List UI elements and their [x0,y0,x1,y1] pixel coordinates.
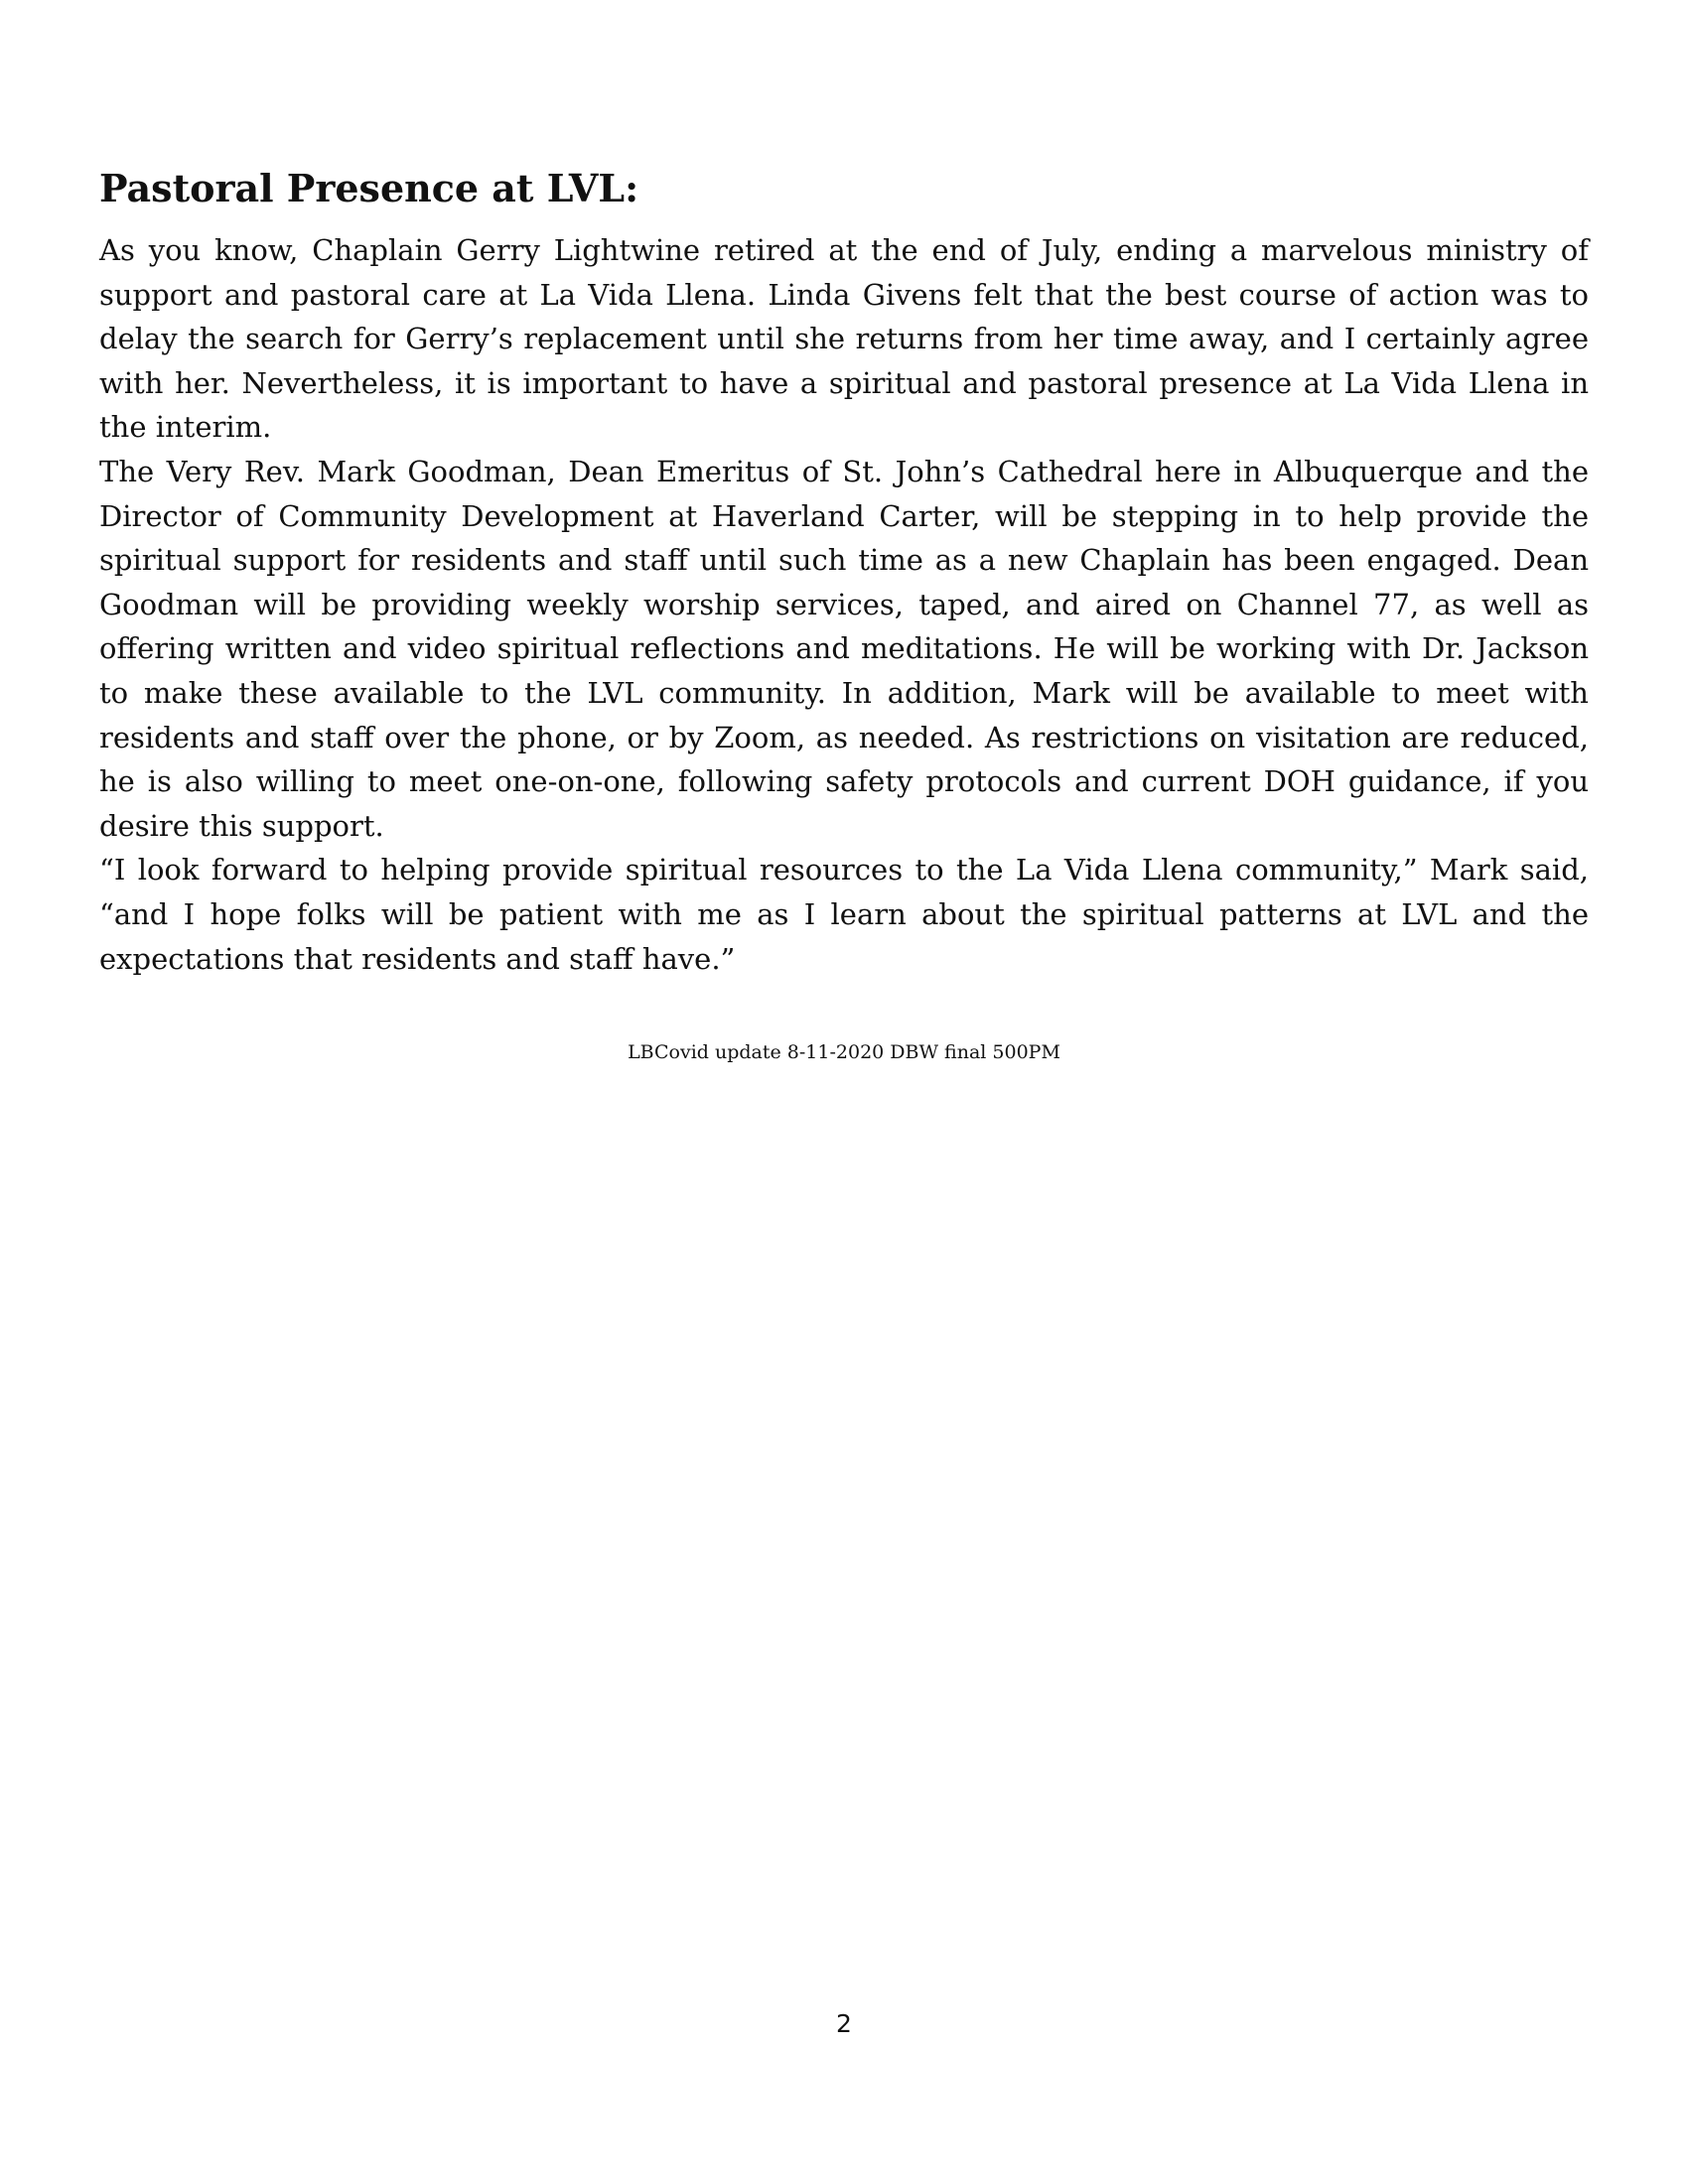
page-number: 2 [836,2009,852,2038]
paragraph-interim-support: The Very Rev. Mark Goodman, Dean Emeritus of St. John’s Cathedral here in Albuquerque and the Director of Community Development at Haverland Carter, will be stepping in to help provide the spiritual support for residents and staff until such time as a new Chaplain has been engaged. Dean Goodman will be providing weekly worship services, taped, and aired on Channel 77, as well as offering written and video spiritual reflections and meditations. He will be working with Dr. Jackson to make these available to the LVL community. In addition, Mark will be available to meet with residents and staff over the phone, or by Zoom, as needed. As restrictions on visitation are reduced, he is also willing to meet one-on-one, following safety protocols and current DOH guidance, if you desire this support. [99,454,1589,843]
footer-note: LBCovid update 8-11-2020 DBW final 500PM [628,1041,1060,1063]
body-text [99,228,1589,981]
paragraph-chaplain-retirement: As you know, Chaplain Gerry Lightwine retired at the end of July, ending a marvelous ministry of support and pastoral care at La Vida Llena. Linda Givens felt that the best course of action was to delay the search for Gerry’s replacement until she returns from her time away, and I certainly agree with her. Nevertheless, it is important to have a spiritual and pastoral presence at La Vida Llena in the interim. [99,233,1589,445]
paragraph-quote: “I look forward to helping provide spiritual resources to the La Vida Llena community,” Mark said, “and I hope folks will be patient with me as I learn about the spiritual patterns at LVL and the expectations that residents and staff have.” [99,853,1589,976]
section-heading: Pastoral Presence at LVL: [99,166,639,210]
